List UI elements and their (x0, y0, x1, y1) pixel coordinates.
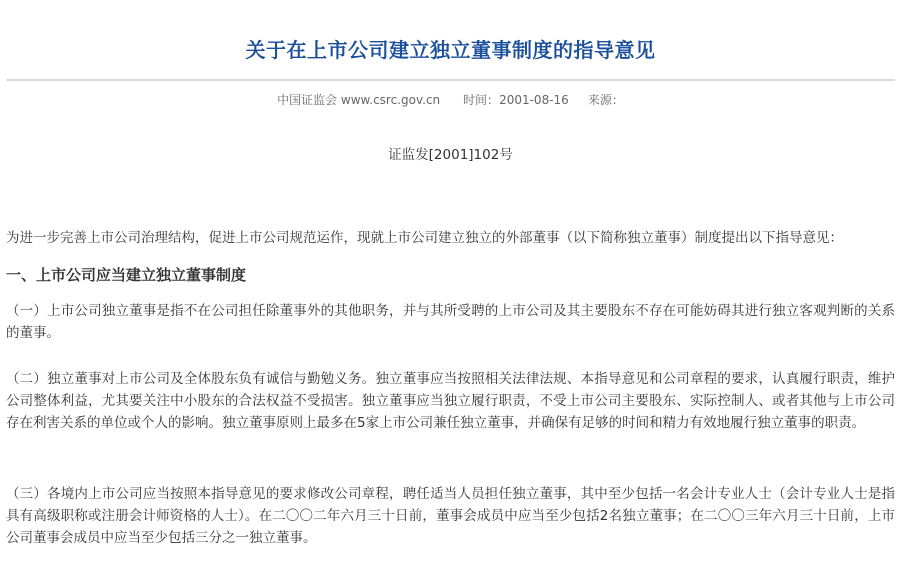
intro-paragraph: 为进一步完善上市公司治理结构，促进上市公司规范运作，现就上市公司建立独立的外部董事（以下简称独立董事）制度提出以下指导意见： (6, 230, 843, 246)
meta-time-label: 时间： (463, 93, 500, 107)
meta-source: 中国证监会 www.csrc.gov.cn (277, 93, 441, 107)
meta-time-value: 2001-08-16 (499, 93, 569, 107)
paragraph-1: （一）上市公司独立董事是指不在公司担任除董事外的其他职务，并与其所受聘的上市公司及其主要股东不存在可能妨碍其进行独立客观判断的关系的董事。 (6, 303, 895, 341)
article-meta (0, 91, 901, 108)
meta-origin-label: 来源： (587, 93, 624, 107)
paragraph-3: （三）各境内上市公司应当按照本指导意见的要求修改公司章程，聘任适当人员担任独立董事，其中至少包括一名会计专业人士（会计专业人士是指具有高级职称或注册会计师资格的人士）。在二〇〇二年六月三十日前，董事会成员中应当至少包括2名独立董事；在二〇〇三年六月三十日前，上市公司董事会成员中应当至少包括三分之一独立董事。 (6, 486, 895, 546)
title-divider (6, 79, 895, 81)
document-number: 证监发[2001]102号 (388, 147, 513, 163)
section-heading: 一、上市公司应当建立独立董事制度 (6, 266, 247, 284)
article-title: 关于在上市公司建立独立董事制度的指导意见 (245, 38, 656, 62)
paragraph-2: （二）独立董事对上市公司及全体股东负有诚信与勤勉义务。独立董事应当按照相关法律法规、本指导意见和公司章程的要求，认真履行职责，维护公司整体利益，尤其要关注中小股东的合法权益不受损害。独立董事应当独立履行职责，不受上市公司主要股东、实际控制人、或者其他与上市公司存在利害关系的单位或个人的影响。独立董事原则上最多在5家上市公司兼任独立董事，并确保有足够的时间和精力有效地履行独立董事的职责。 (6, 371, 895, 431)
